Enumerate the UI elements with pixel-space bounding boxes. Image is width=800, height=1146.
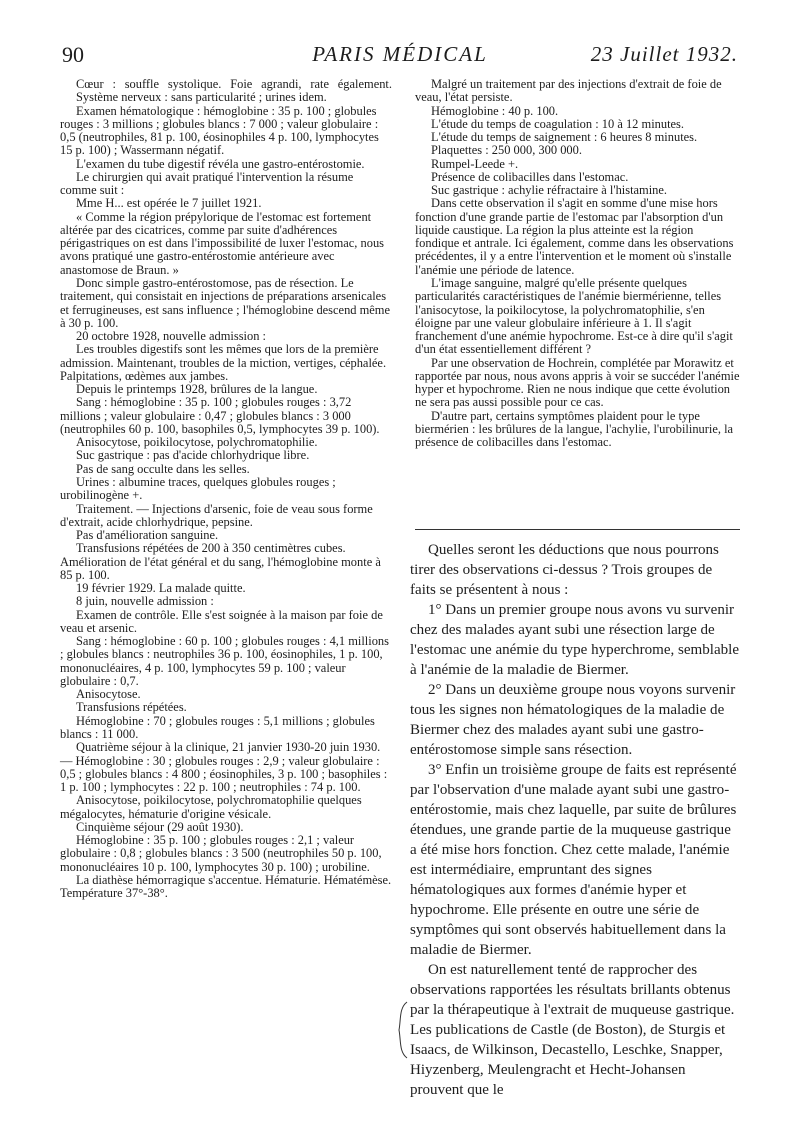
paragraph: Examen hématologique : hémoglobine : 35 p. 100 ; globules rouges : 3 millions ; globules blancs : 7 000 ; valeur globulaire : 0,5 (neutrophiles, 81 p. 100, éosinophiles 4 p. 100, lymphocytes 15 p. 100) ; Wassermann négatif.: [60, 103, 379, 158]
paragraph: « Comme la région prépylorique de l'estomac est fortement altérée par des cicatrices, comme par suite d'adhérences périgastriques on est dans l'impossibilité de luxer l'estomac, nous avons pratiqué une gastro-entérostomie antérieure avec anastomose de Braun. »: [60, 209, 385, 277]
running-head: [60, 40, 740, 74]
margin-bracket-mark: [395, 1000, 409, 1060]
paragraph: Pas de sang occulte dans les selles.: [76, 461, 250, 476]
paragraph: Hémoglobine : 35 p. 100 ; globules rouges : 2,1 ; valeur globulaire : 0,8 ; globules blancs : 3 500 (neutrophiles 50 p. 100, mononucléaires 10 p. 100, lymphocytes 30 p. 100) ; urobiline.: [60, 833, 382, 874]
paragraph: Malgré un traitement par des injections d'extrait de foie de veau, l'état persiste.: [415, 77, 722, 105]
paragraph: Quatrième séjour à la clinique, 21 janvier 1930-20 juin 1930. — Hémoglobine : 30 ; globules rouges : 2,9 ; valeur globulaire : 0,5 ; globules blancs : 4 800 ; éosinophiles, 3 p. 100 ; basophiles : 1 p. 100 ; lymphocytes : 22 p. 100 ; neutrophiles : 74 p. 100.: [60, 740, 388, 795]
paragraph: Depuis le printemps 1928, brûlures de la langue.: [76, 382, 318, 397]
paragraph: Donc simple gastro-entérostomose, pas de résection. Le traitement, qui consistait en injections de préparations arsenicales et ferrugineuses, est sans influence ; l'hémoglobine descend même à 30 p. 100.: [60, 275, 391, 330]
paragraph: Quelles seront les déductions que nous pourrons tirer des observations ci-dessus ? Trois groupes de faits se présentent à nous :: [410, 542, 719, 598]
left-column: [60, 78, 392, 900]
paragraph: Sang : hémoglobine : 60 p. 100 ; globules rouges : 4,1 millions ; globules blancs : neutrophiles 36 p. 100, éosinophiles, 1 p. 100, mononucléaires, 4 p. 100, lymphocytes 59 p. 100 ; valeur globulaire : 0,7.: [60, 634, 389, 688]
paragraph: 1° Dans un premier groupe nous avons vu survenir chez des malades ayant subi une résection large de l'estomac une anémie du type hyperchrome, semblable à l'anémie de la maladie de Biermer.: [410, 602, 740, 678]
paragraph: Traitement. — Injections d'arsenic, foie de veau sous forme d'extrait, acide chlorhydrique, pepsine.: [60, 501, 373, 529]
paragraph: Présence de colibacilles dans l'estomac.: [431, 169, 629, 184]
paragraph: L'étude du temps de coagulation : 10 à 12 minutes.: [431, 116, 685, 131]
paragraph: Hémoglobine : 70 ; globules rouges : 5,1 millions ; globules blancs : 11 000.: [60, 713, 375, 742]
paragraph: 2° Dans un deuxième groupe nous voyons survenir tous les signes non hématologiques de la maladie de Biermer chez des malades ayant subi une gastro-entérostomose simple sans résection.: [410, 682, 736, 758]
paragraph: Anisocytose, poikilocytose, polychromatophilie.: [76, 435, 318, 450]
paragraph: L'étude du temps de saignement : 6 heures 8 minutes.: [431, 130, 698, 145]
paragraph: Le chirurgien qui avait pratiqué l'intervention la résume comme suit :: [60, 169, 354, 198]
paragraph: Les troubles digestifs sont les mêmes que lors de la première admission. Maintenant, troubles de la miction, vertiges, céphalée. Palpitations, œdèmes aux jambes.: [60, 342, 387, 383]
issue-date: 23 Juillet 1932.: [590, 42, 738, 66]
paragraph: 19 février 1929. La malade quitte.: [76, 581, 246, 596]
paragraph: Urines : albumine traces, quelques globules rouges ; urobilinogène +.: [60, 474, 336, 503]
section-divider: [415, 529, 740, 530]
paragraph: Plaquettes : 250 000, 300 000.: [431, 143, 582, 158]
paragraph: Anisocytose, poikilocytose, polychromatophilie quelques mégalocytes, hématurie d'origine vésicale.: [60, 793, 362, 821]
paragraph: Mme H... est opérée le 7 juillet 1921.: [76, 196, 262, 211]
paragraph: Système nerveux : sans particularité ; urines idem.: [76, 90, 327, 105]
paragraph: Hémoglobine : 40 p. 100.: [431, 103, 559, 118]
paragraph: Transfusions répétées.: [76, 700, 187, 715]
journal-title: PARIS MÉDICAL: [312, 42, 488, 66]
paragraph: Cœur : souffle systolique. Foie agrandi, rate également.: [76, 77, 392, 91]
paragraph: Suc gastrique : achylie réfractaire à l'histamine.: [431, 183, 668, 198]
paragraph: Rumpel-Leede +.: [431, 156, 519, 171]
paragraph: 8 juin, nouvelle admission :: [76, 594, 214, 609]
paragraph: Transfusions répétées de 200 à 350 centimètres cubes. Amélioration de l'état général et du sang, l'hémoglobine monte à 85 p. 100.: [60, 541, 381, 582]
right-column-discussion: [410, 540, 740, 1100]
paragraph: On est naturellement tenté de rapprocher des observations rapportées les résultats brillants obtenus par la thérapeutique à l'extrait de muqueuse gastrique. Les publications de Castle (de Boston), de Sturgis et Isaacs, de Wilkinson, Decastello, Leschke, Snapper, Hiyzenberg, Meulengracht et Hecht-Johansen prouvent que le: [410, 962, 735, 1098]
paragraph: 3° Enfin un troisième groupe de faits est représenté par l'observation d'une malade ayant subi une gastro-entérostomie, mais chez laquelle, par suite de brûlures étendues, une grande partie de la muqueuse gastrique a été mise hors fonction. Chez cette malade, l'anémie est intermédiaire, empruntant des signes hématologiques aux formes d'anémie hyper et hypochrome. Elle présente en outre une série de symptômes qui sont observés habituellement dans la maladie de Biermer.: [410, 762, 737, 958]
paragraph: Suc gastrique : pas d'acide chlorhydrique libre.: [76, 448, 310, 463]
paragraph: 20 octobre 1928, nouvelle admission :: [76, 329, 266, 344]
paragraph: L'examen du tube digestif révéla une gastro-entérostomie.: [76, 156, 365, 171]
paragraph: Dans cette observation il s'agit en somme d'une mise hors fonction d'une grande partie de l'estomac par l'absorption d'un liquide caustique. La région la plus atteinte est la région fondique et antrale. Ici également, comme dans les observations précédentes, il y a entre l'intervention et le moment où s'installe l'anémie une période de latence.: [415, 196, 734, 277]
paragraph: La diathèse hémorragique s'accentue. Hématurie. Hématémèse. Température 37°-38°.: [60, 872, 392, 901]
paragraph: Par une observation de Hochrein, complétée par Morawitz et rapportée par nous, nous avons appris à voir se succéder l'anémie hyper et hypochrome. Rien ne nous indique que cette évolution ne sera pas aussi possible pour ce cas.: [415, 355, 740, 410]
page-number: 90: [62, 42, 84, 67]
right-column-case-text: [415, 78, 740, 449]
paragraph: Sang : hémoglobine : 35 p. 100 ; globules rouges : 3,72 millions ; valeur globulaire : 0,47 ; globules blancs : 3 000 (neutrophiles 60 p. 100, basophiles 0,5, lymphocytes 39 p. 100).: [60, 395, 380, 436]
paragraph: Anisocytose.: [76, 687, 141, 702]
paragraph: Cinquième séjour (29 août 1930).: [76, 819, 244, 834]
paragraph: Pas d'amélioration sanguine.: [76, 528, 219, 543]
paragraph: L'image sanguine, malgré qu'elle présente quelques particularités caractéristiques de l'anémie biermérienne, telles l'anisocytose, la poikilocytose, la polychromatophilie, s'en éloigne par une valeur globulaire inférieure à 1. Il s'agit franchement d'une anémie hypochrome. Est-ce à dire qu'il s'agit d'un état essentiellement différent ?: [415, 275, 733, 357]
paragraph: Examen de contrôle. Elle s'est soignée à la maison par foie de veau et arsenic.: [60, 607, 383, 635]
paragraph: D'autre part, certains symptômes plaident pour le type biermérien : les brûlures de la langue, l'achylie, l'urobilinurie, la présence de colibacilles dans l'estomac.: [415, 408, 734, 450]
